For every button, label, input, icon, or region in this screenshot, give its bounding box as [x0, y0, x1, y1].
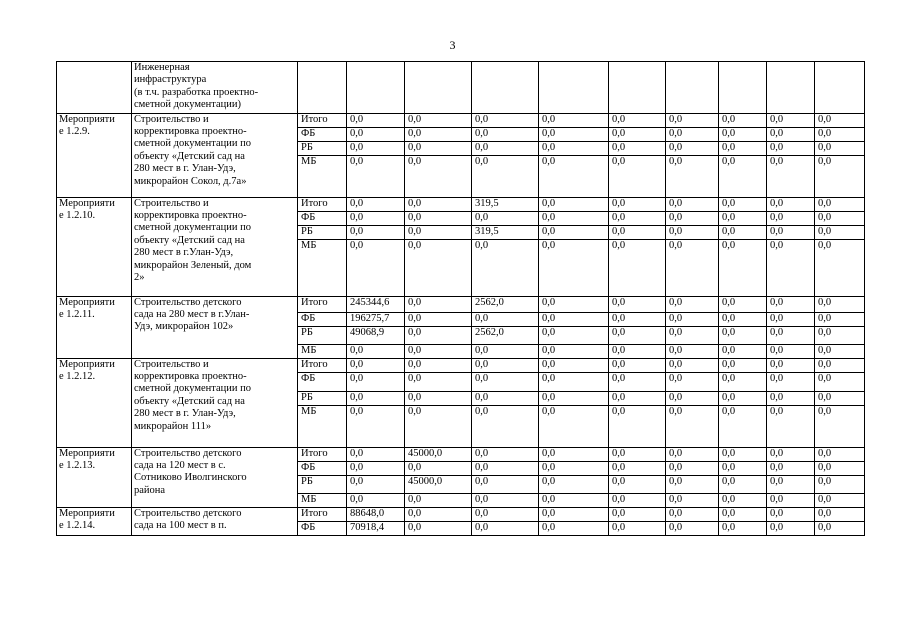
value-cell: 0,0 — [472, 521, 539, 535]
value-cell: 0,0 — [815, 155, 865, 197]
value-cell: 0,0 — [347, 372, 405, 391]
event-name-line: сада на 280 мест в г.Улан- — [134, 309, 250, 320]
event-name-line: объекту «Детский сад на — [134, 150, 245, 162]
value-cell: 0,0 — [405, 197, 472, 211]
event-name-line: 280 мест в г. Улан-Удэ, — [134, 163, 236, 175]
value-cell: 88648,0 — [347, 507, 405, 521]
funding-source-cell: МБ — [298, 239, 347, 296]
value-cell: 0,0 — [405, 211, 472, 225]
value-cell: 0,0 — [815, 113, 865, 127]
value-cell: 0,0 — [472, 391, 539, 405]
value-cell: 0,0 — [405, 127, 472, 141]
value-cell: 0,0 — [472, 239, 539, 296]
value-cell: 0,0 — [767, 296, 815, 312]
event-id-line: е 1.2.10. — [59, 210, 96, 221]
value-cell: 196275,7 — [347, 312, 405, 326]
value-cell: 0,0 — [666, 358, 719, 372]
value-cell: 0,0 — [719, 493, 767, 507]
value-cell: 0,0 — [719, 391, 767, 405]
value-cell: 0,0 — [405, 225, 472, 239]
value-cell: 0,0 — [767, 344, 815, 358]
value-cell: 0,0 — [767, 197, 815, 211]
value-cell: 0,0 — [539, 447, 609, 461]
value-cell: 0,0 — [609, 211, 666, 225]
value-cell: 0,0 — [815, 239, 865, 296]
value-cell: 245344,6 — [347, 296, 405, 312]
value-cell: 0,0 — [609, 113, 666, 127]
value-cell: 0,0 — [767, 155, 815, 197]
value-cell: 0,0 — [815, 405, 865, 447]
value-cell: 0,0 — [719, 372, 767, 391]
value-cell: 0,0 — [719, 358, 767, 372]
value-cell: 0,0 — [609, 225, 666, 239]
funding-source-cell: МБ — [298, 493, 347, 507]
value-cell: 0,0 — [767, 507, 815, 521]
event-id-line: Мероприяти — [59, 447, 115, 459]
funding-source-cell: Итого — [298, 296, 347, 312]
table-row — [57, 113, 865, 127]
value-cell: 0,0 — [719, 155, 767, 197]
value-cell: 0,0 — [666, 312, 719, 326]
value-cell: 0,0 — [405, 372, 472, 391]
value-cell: 0,0 — [539, 405, 609, 447]
table-row — [57, 507, 865, 521]
funding-source-cell: ФБ — [298, 521, 347, 535]
value-cell: 0,0 — [609, 239, 666, 296]
value-cell: 0,0 — [609, 372, 666, 391]
value-cell: 0,0 — [666, 211, 719, 225]
value-cell: 0,0 — [609, 391, 666, 405]
value-cell: 0,0 — [347, 127, 405, 141]
value-cell: 0,0 — [609, 155, 666, 197]
value-cell: 0,0 — [539, 493, 609, 507]
event-id-line: е 1.2.11. — [59, 309, 95, 320]
value-cell: 0,0 — [609, 405, 666, 447]
value-cell: 0,0 — [347, 211, 405, 225]
event-name-cell — [132, 113, 298, 197]
event-id-line: Мероприяти — [59, 507, 115, 519]
event-name-cell — [132, 358, 298, 447]
value-cell: 0,0 — [719, 405, 767, 447]
table-row — [57, 358, 865, 372]
value-cell: 0,0 — [767, 461, 815, 475]
funding-source-cell: Итого — [298, 447, 347, 461]
value-cell: 0,0 — [815, 127, 865, 141]
event-name-line: объекту «Детский сад на — [134, 234, 245, 246]
value-cell: 0,0 — [815, 312, 865, 326]
section-name-line: Инженерная — [134, 62, 190, 73]
value-cell: 0,0 — [472, 312, 539, 326]
value-cell: 0,0 — [767, 447, 815, 461]
event-id-cell — [57, 197, 132, 296]
section-name-cell — [132, 62, 298, 114]
event-name-line: объекту «Детский сад на — [134, 395, 245, 407]
value-cell: 0,0 — [539, 344, 609, 358]
value-cell: 0,0 — [815, 391, 865, 405]
empty-cell — [539, 62, 609, 114]
event-id-line: Мероприяти — [59, 197, 115, 209]
event-name-cell — [132, 197, 298, 296]
value-cell: 0,0 — [666, 127, 719, 141]
value-cell: 0,0 — [539, 521, 609, 535]
value-cell: 0,0 — [405, 344, 472, 358]
value-cell: 0,0 — [472, 447, 539, 461]
value-cell: 0,0 — [815, 521, 865, 535]
value-cell: 0,0 — [666, 521, 719, 535]
event-name-cell — [132, 296, 298, 358]
event-name-line: района — [134, 484, 166, 496]
empty-cell — [347, 62, 405, 114]
value-cell: 0,0 — [472, 507, 539, 521]
funding-source-cell: ФБ — [298, 461, 347, 475]
value-cell: 0,0 — [767, 391, 815, 405]
value-cell: 0,0 — [472, 141, 539, 155]
event-id-line: е 1.2.13. — [59, 460, 96, 471]
value-cell: 0,0 — [539, 372, 609, 391]
value-cell: 0,0 — [767, 372, 815, 391]
value-cell: 0,0 — [666, 296, 719, 312]
value-cell: 2562,0 — [472, 296, 539, 312]
value-cell: 0,0 — [719, 507, 767, 521]
value-cell: 0,0 — [767, 326, 815, 344]
value-cell: 0,0 — [347, 475, 405, 493]
value-cell: 0,0 — [539, 225, 609, 239]
event-id-cell — [57, 113, 132, 197]
event-name-line: корректировка проектно- — [134, 126, 247, 137]
value-cell: 0,0 — [472, 493, 539, 507]
value-cell: 0,0 — [719, 521, 767, 535]
value-cell: 0,0 — [347, 447, 405, 461]
value-cell: 0,0 — [666, 239, 719, 296]
value-cell: 0,0 — [539, 211, 609, 225]
funding-source-cell: Итого — [298, 197, 347, 211]
value-cell: 0,0 — [472, 405, 539, 447]
value-cell: 0,0 — [815, 507, 865, 521]
value-cell: 0,0 — [539, 507, 609, 521]
event-name-line: Удэ, микрорайон 102» — [134, 321, 234, 333]
value-cell: 0,0 — [719, 312, 767, 326]
value-cell: 45000,0 — [405, 447, 472, 461]
value-cell: 0,0 — [767, 312, 815, 326]
value-cell: 0,0 — [347, 141, 405, 155]
event-name-line: 280 мест в г. Улан-Удэ, — [134, 408, 236, 420]
value-cell: 0,0 — [719, 326, 767, 344]
value-cell: 0,0 — [719, 239, 767, 296]
funding-source-cell: ФБ — [298, 312, 347, 326]
value-cell: 0,0 — [539, 326, 609, 344]
value-cell: 0,0 — [405, 141, 472, 155]
event-name-line: Строительство и — [134, 113, 209, 125]
value-cell: 0,0 — [539, 141, 609, 155]
value-cell: 0,0 — [609, 507, 666, 521]
value-cell: 0,0 — [539, 391, 609, 405]
value-cell: 2562,0 — [472, 326, 539, 344]
empty-cell — [767, 62, 815, 114]
event-name-line: сада на 120 мест в с. — [134, 460, 226, 471]
value-cell: 0,0 — [609, 475, 666, 493]
event-name-line: микрорайон Сокол, д.7а» — [134, 175, 247, 187]
event-name-line: 2» — [134, 272, 145, 284]
value-cell: 0,0 — [666, 372, 719, 391]
value-cell: 0,0 — [666, 461, 719, 475]
funding-source-cell: Итого — [298, 113, 347, 127]
value-cell: 0,0 — [719, 211, 767, 225]
value-cell: 0,0 — [767, 521, 815, 535]
value-cell: 0,0 — [472, 461, 539, 475]
value-cell: 0,0 — [347, 391, 405, 405]
funding-source-cell: ФБ — [298, 127, 347, 141]
value-cell: 0,0 — [719, 461, 767, 475]
section-id-cell — [57, 62, 132, 114]
value-cell: 0,0 — [767, 127, 815, 141]
value-cell: 0,0 — [405, 461, 472, 475]
funding-source-cell: ФБ — [298, 372, 347, 391]
value-cell: 0,0 — [405, 312, 472, 326]
value-cell: 0,0 — [539, 296, 609, 312]
value-cell: 70918,4 — [347, 521, 405, 535]
value-cell: 0,0 — [539, 127, 609, 141]
value-cell: 0,0 — [609, 312, 666, 326]
value-cell: 0,0 — [405, 405, 472, 447]
empty-cell — [609, 62, 666, 114]
value-cell: 0,0 — [539, 197, 609, 211]
value-cell: 0,0 — [472, 211, 539, 225]
value-cell: 0,0 — [767, 141, 815, 155]
funding-source-cell: РБ — [298, 391, 347, 405]
value-cell: 0,0 — [347, 461, 405, 475]
value-cell: 0,0 — [472, 113, 539, 127]
funding-source-cell: МБ — [298, 344, 347, 358]
value-cell: 0,0 — [767, 405, 815, 447]
value-cell: 0,0 — [609, 447, 666, 461]
value-cell: 0,0 — [767, 225, 815, 239]
value-cell: 0,0 — [539, 475, 609, 493]
value-cell: 0,0 — [347, 344, 405, 358]
value-cell: 0,0 — [767, 358, 815, 372]
value-cell: 0,0 — [815, 447, 865, 461]
value-cell: 0,0 — [609, 344, 666, 358]
value-cell: 0,0 — [767, 211, 815, 225]
event-id-cell — [57, 507, 132, 535]
value-cell: 0,0 — [405, 391, 472, 405]
event-id-line: е 1.2.14. — [59, 520, 96, 531]
value-cell: 0,0 — [347, 493, 405, 507]
section-name-line: (в т.ч. разработка проектно- — [134, 86, 259, 98]
funding-source-cell: Итого — [298, 507, 347, 521]
value-cell: 0,0 — [609, 127, 666, 141]
value-cell: 0,0 — [347, 113, 405, 127]
value-cell: 0,0 — [767, 239, 815, 296]
value-cell: 0,0 — [405, 521, 472, 535]
value-cell: 0,0 — [719, 344, 767, 358]
event-name-cell — [132, 507, 298, 535]
event-name-line: микрорайон Зеленый, дом — [134, 259, 252, 271]
value-cell: 0,0 — [472, 155, 539, 197]
event-id-cell — [57, 296, 132, 358]
value-cell: 0,0 — [767, 113, 815, 127]
value-cell: 0,0 — [719, 113, 767, 127]
event-id-line: е 1.2.9. — [59, 126, 90, 137]
funding-source-cell: РБ — [298, 141, 347, 155]
value-cell: 0,0 — [815, 197, 865, 211]
event-name-line: Строительство детского — [134, 447, 242, 459]
value-cell: 0,0 — [347, 225, 405, 239]
funding-source-cell: РБ — [298, 475, 347, 493]
value-cell: 0,0 — [405, 507, 472, 521]
value-cell: 0,0 — [666, 493, 719, 507]
event-name-line: Строительство и — [134, 358, 209, 370]
value-cell: 0,0 — [666, 405, 719, 447]
value-cell: 0,0 — [815, 211, 865, 225]
value-cell: 0,0 — [719, 447, 767, 461]
value-cell: 0,0 — [472, 344, 539, 358]
value-cell: 0,0 — [666, 391, 719, 405]
value-cell: 0,0 — [815, 225, 865, 239]
value-cell: 0,0 — [472, 358, 539, 372]
value-cell: 0,0 — [405, 493, 472, 507]
empty-cell — [472, 62, 539, 114]
value-cell: 0,0 — [609, 521, 666, 535]
funding-source-cell: МБ — [298, 405, 347, 447]
value-cell: 0,0 — [719, 225, 767, 239]
value-cell: 0,0 — [666, 475, 719, 493]
value-cell: 0,0 — [539, 155, 609, 197]
value-cell: 0,0 — [666, 507, 719, 521]
empty-cell — [815, 62, 865, 114]
value-cell: 0,0 — [539, 312, 609, 326]
section-header-row — [57, 62, 865, 114]
value-cell: 0,0 — [472, 475, 539, 493]
value-cell: 0,0 — [719, 475, 767, 493]
event-name-line: сметной документации по — [134, 138, 251, 150]
value-cell: 0,0 — [815, 141, 865, 155]
value-cell: 0,0 — [815, 296, 865, 312]
value-cell: 0,0 — [666, 225, 719, 239]
event-id-line: Мероприяти — [59, 358, 115, 370]
value-cell: 0,0 — [405, 113, 472, 127]
value-cell: 0,0 — [666, 155, 719, 197]
value-cell: 0,0 — [405, 326, 472, 344]
value-cell: 0,0 — [719, 197, 767, 211]
value-cell: 0,0 — [405, 296, 472, 312]
table-row — [57, 296, 865, 312]
funding-source-cell: РБ — [298, 326, 347, 344]
value-cell: 0,0 — [767, 475, 815, 493]
value-cell: 0,0 — [815, 358, 865, 372]
value-cell: 0,0 — [719, 296, 767, 312]
value-cell: 0,0 — [539, 358, 609, 372]
event-name-line: сада на 100 мест в п. — [134, 520, 227, 531]
value-cell: 0,0 — [347, 155, 405, 197]
value-cell: 0,0 — [666, 344, 719, 358]
value-cell: 0,0 — [405, 358, 472, 372]
value-cell: 0,0 — [405, 155, 472, 197]
event-name-line: Строительство детского — [134, 507, 242, 519]
event-id-line: е 1.2.12. — [59, 371, 96, 382]
value-cell: 49068,9 — [347, 326, 405, 344]
event-name-line: микрорайон 111» — [134, 420, 212, 432]
value-cell: 0,0 — [815, 326, 865, 344]
value-cell: 0,0 — [666, 326, 719, 344]
funding-source-cell: МБ — [298, 155, 347, 197]
value-cell: 0,0 — [347, 197, 405, 211]
value-cell: 0,0 — [609, 197, 666, 211]
event-name-line: Строительство и — [134, 197, 209, 209]
value-cell: 319,5 — [472, 225, 539, 239]
value-cell: 45000,0 — [405, 475, 472, 493]
event-name-line: 280 мест в г.Улан-Удэ, — [134, 247, 234, 259]
value-cell: 0,0 — [815, 475, 865, 493]
value-cell: 319,5 — [472, 197, 539, 211]
empty-cell — [666, 62, 719, 114]
value-cell: 0,0 — [347, 239, 405, 296]
value-cell: 0,0 — [815, 493, 865, 507]
event-id-cell — [57, 447, 132, 507]
value-cell: 0,0 — [719, 141, 767, 155]
event-name-line: сметной документации по — [134, 383, 251, 395]
event-name-line: корректировка проектно- — [134, 210, 247, 221]
budget-table — [56, 61, 865, 536]
value-cell: 0,0 — [767, 493, 815, 507]
section-name-line: инфраструктура — [134, 74, 207, 86]
value-cell: 0,0 — [472, 127, 539, 141]
value-cell: 0,0 — [405, 239, 472, 296]
value-cell: 0,0 — [609, 141, 666, 155]
funding-source-cell: Итого — [298, 358, 347, 372]
value-cell: 0,0 — [609, 296, 666, 312]
value-cell: 0,0 — [609, 326, 666, 344]
value-cell: 0,0 — [539, 239, 609, 296]
empty-cell — [405, 62, 472, 114]
value-cell: 0,0 — [815, 344, 865, 358]
value-cell: 0,0 — [719, 127, 767, 141]
value-cell: 0,0 — [539, 113, 609, 127]
value-cell: 0,0 — [347, 358, 405, 372]
event-name-line: Строительство детского — [134, 296, 242, 308]
event-name-cell — [132, 447, 298, 507]
value-cell: 0,0 — [815, 372, 865, 391]
table-row — [57, 197, 865, 211]
value-cell: 0,0 — [609, 358, 666, 372]
event-id-line: Мероприяти — [59, 113, 115, 125]
value-cell: 0,0 — [347, 405, 405, 447]
event-id-line: Мероприяти — [59, 296, 115, 308]
event-name-line: Сотниково Иволгинского — [134, 472, 247, 484]
empty-cell — [719, 62, 767, 114]
event-id-cell — [57, 358, 132, 447]
value-cell: 0,0 — [609, 461, 666, 475]
funding-source-cell: ФБ — [298, 211, 347, 225]
value-cell: 0,0 — [666, 447, 719, 461]
value-cell: 0,0 — [666, 113, 719, 127]
value-cell: 0,0 — [815, 461, 865, 475]
section-name-line: сметной документации) — [134, 99, 241, 111]
event-name-line: сметной документации по — [134, 222, 251, 234]
value-cell: 0,0 — [539, 461, 609, 475]
value-cell: 0,0 — [472, 372, 539, 391]
table-row — [57, 447, 865, 461]
value-cell: 0,0 — [666, 141, 719, 155]
value-cell: 0,0 — [666, 197, 719, 211]
funding-source-cell: РБ — [298, 225, 347, 239]
empty-cell — [298, 62, 347, 114]
value-cell: 0,0 — [609, 493, 666, 507]
page-number: 3 — [449, 38, 456, 52]
event-name-line: корректировка проектно- — [134, 371, 247, 382]
